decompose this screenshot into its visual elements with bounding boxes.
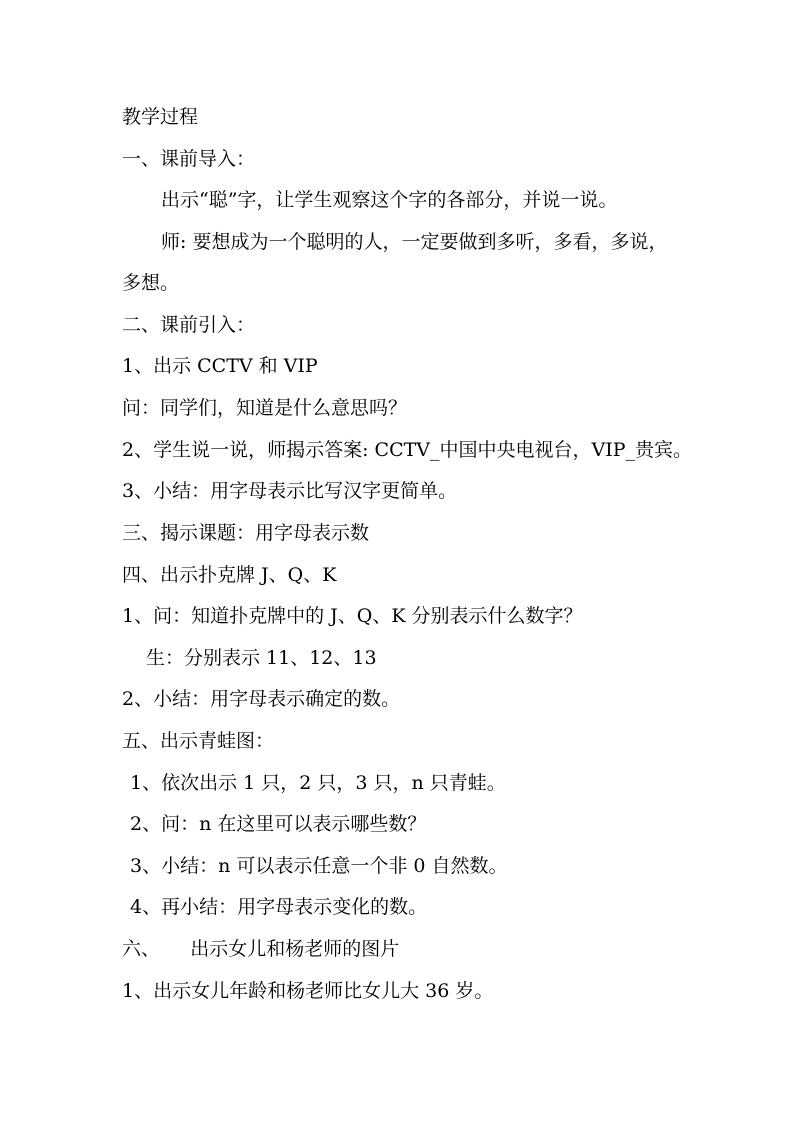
section-heading: 六、 出示女儿和杨老师的图片: [122, 938, 400, 960]
text-line: 生：分别表示 11、12、13: [146, 647, 377, 669]
text-line: 2、问：n 在这里可以表示哪些数？: [130, 813, 427, 835]
text-line: 2、学生说一说，师揭示答案: CCTV_中国中央电视台，VIP_贵宾。: [122, 439, 693, 461]
section-heading: 五、出示青蛙图：: [122, 730, 275, 752]
text-line: 1、出示 CCTV 和 VIP: [122, 355, 318, 377]
text-line: 1、出示女儿年龄和杨老师比女儿大 36 岁。: [122, 980, 494, 1002]
section-heading: 一、课前导入：: [122, 148, 256, 170]
text-line: 2、小结：用字母表示确定的数。: [122, 688, 401, 710]
section-heading: 二、课前引入：: [122, 314, 256, 336]
text-line: 出示“聪”字，让学生观察这个字的各部分，并说一说。: [161, 189, 618, 211]
text-line: 多想。: [122, 272, 180, 294]
text-line: 1、问：知道扑克牌中的 J、Q、K 分别表示什么数字？: [122, 605, 583, 627]
section-heading: 四、出示扑克牌 J、Q、K: [122, 564, 337, 586]
text-line: 问：同学们，知道是什么意思吗？: [122, 397, 408, 419]
text-line: 1、依次出示 1 只，2 只，3 只，n 只青蛙。: [130, 772, 506, 794]
text-line: 3、小结：n 可以表示任意一个非 0 自然数。: [130, 855, 508, 877]
text-line: 师: 要想成为一个聪明的人，一定要做到多听，多看，多说，: [161, 231, 668, 253]
section-heading: 三、揭示课题：用字母表示数: [122, 522, 370, 544]
text-line: 3、小结：用字母表示比写汉字更简单。: [122, 480, 458, 502]
document-title: 教学过程: [122, 106, 199, 128]
text-line: 4、再小结：用字母表示变化的数。: [130, 896, 428, 918]
